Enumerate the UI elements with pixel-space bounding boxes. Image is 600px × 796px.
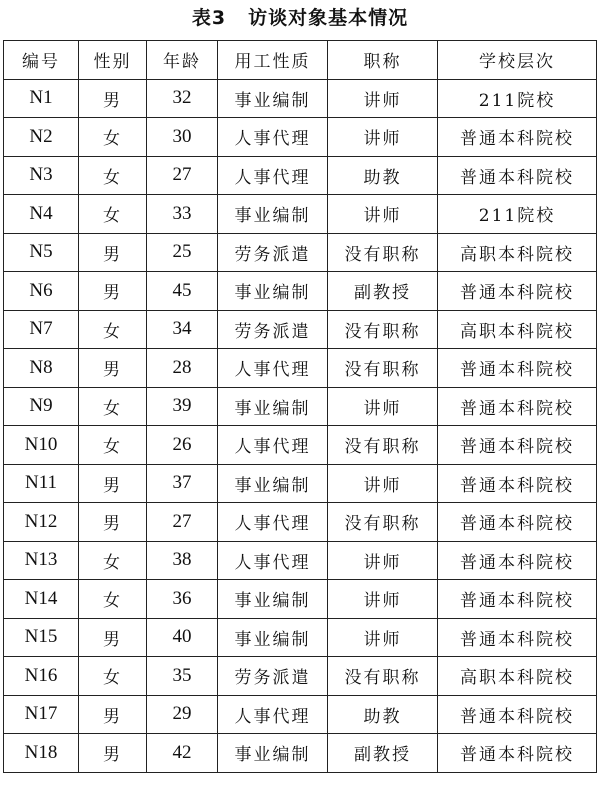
cell-gender: 男 <box>79 464 147 503</box>
cell-employment-type: 事业编制 <box>218 734 328 773</box>
cell-gender: 女 <box>79 580 147 619</box>
cell-school-level: 普通本科院校 <box>438 734 597 773</box>
cell-employment-type: 劳务派遣 <box>218 657 328 696</box>
cell-age: 27 <box>147 503 218 542</box>
header-id: 编号 <box>4 41 79 80</box>
cell-employment-type: 人事代理 <box>218 118 328 157</box>
table-row <box>4 464 597 503</box>
table-body <box>4 79 597 772</box>
cell-school-level: 普通本科院校 <box>438 426 597 465</box>
cell-id: N16 <box>4 657 79 696</box>
cell-gender: 男 <box>79 272 147 311</box>
cell-age: 26 <box>147 426 218 465</box>
cell-id: N1 <box>4 79 79 118</box>
cell-id: N4 <box>4 195 79 234</box>
cell-id: N2 <box>4 118 79 157</box>
table-row <box>4 118 597 157</box>
cell-gender: 女 <box>79 156 147 195</box>
cell-employment-type: 事业编制 <box>218 387 328 426</box>
table-row <box>4 195 597 234</box>
cell-id: N17 <box>4 695 79 734</box>
cell-id: N9 <box>4 387 79 426</box>
table-number: 表3 <box>191 7 227 29</box>
table-row <box>4 541 597 580</box>
cell-id: N11 <box>4 464 79 503</box>
cell-title: 讲师 <box>328 541 438 580</box>
cell-id: N12 <box>4 503 79 542</box>
cell-title: 副教授 <box>328 272 438 311</box>
cell-employment-type: 人事代理 <box>218 349 328 388</box>
cell-gender: 男 <box>79 349 147 388</box>
cell-age: 28 <box>147 349 218 388</box>
cell-age: 32 <box>147 79 218 118</box>
cell-id: N15 <box>4 618 79 657</box>
table-row <box>4 618 597 657</box>
cell-employment-type: 事业编制 <box>218 618 328 657</box>
cell-title: 讲师 <box>328 464 438 503</box>
cell-school-level: 高职本科院校 <box>438 233 597 272</box>
cell-age: 35 <box>147 657 218 696</box>
cell-gender: 男 <box>79 503 147 542</box>
table-row <box>4 233 597 272</box>
cell-id: N5 <box>4 233 79 272</box>
cell-school-level: 普通本科院校 <box>438 387 597 426</box>
table-caption <box>0 3 600 33</box>
cell-age: 25 <box>147 233 218 272</box>
cell-age: 39 <box>147 387 218 426</box>
cell-employment-type: 人事代理 <box>218 503 328 542</box>
header-row <box>4 41 597 80</box>
header-gender: 性别 <box>79 41 147 80</box>
header-title: 职称 <box>328 41 438 80</box>
cell-title: 助教 <box>328 156 438 195</box>
cell-gender: 男 <box>79 233 147 272</box>
cell-title: 讲师 <box>328 195 438 234</box>
table-row <box>4 156 597 195</box>
cell-school-level: 211院校 <box>438 79 597 118</box>
cell-age: 38 <box>147 541 218 580</box>
cell-title: 没有职称 <box>328 349 438 388</box>
cell-gender: 女 <box>79 310 147 349</box>
cell-id: N13 <box>4 541 79 580</box>
cell-school-level: 普通本科院校 <box>438 464 597 503</box>
cell-title: 没有职称 <box>328 426 438 465</box>
cell-school-level: 普通本科院校 <box>438 541 597 580</box>
cell-title: 讲师 <box>328 118 438 157</box>
cell-school-level: 高职本科院校 <box>438 310 597 349</box>
table-row <box>4 387 597 426</box>
cell-title: 副教授 <box>328 734 438 773</box>
cell-id: N7 <box>4 310 79 349</box>
cell-employment-type: 人事代理 <box>218 156 328 195</box>
cell-age: 27 <box>147 156 218 195</box>
cell-id: N3 <box>4 156 79 195</box>
cell-title: 讲师 <box>328 387 438 426</box>
cell-gender: 男 <box>79 79 147 118</box>
cell-school-level: 普通本科院校 <box>438 580 597 619</box>
cell-gender: 男 <box>79 734 147 773</box>
table-row <box>4 272 597 311</box>
header-school-level: 学校层次 <box>438 41 597 80</box>
cell-gender: 男 <box>79 695 147 734</box>
table-row <box>4 695 597 734</box>
cell-gender: 女 <box>79 118 147 157</box>
cell-employment-type: 人事代理 <box>218 426 328 465</box>
cell-employment-type: 事业编制 <box>218 272 328 311</box>
cell-age: 40 <box>147 618 218 657</box>
cell-age: 30 <box>147 118 218 157</box>
cell-title: 没有职称 <box>328 233 438 272</box>
cell-school-level: 普通本科院校 <box>438 618 597 657</box>
cell-title: 讲师 <box>328 580 438 619</box>
cell-school-level: 普通本科院校 <box>438 349 597 388</box>
cell-title: 没有职称 <box>328 310 438 349</box>
cell-age: 34 <box>147 310 218 349</box>
table-row <box>4 426 597 465</box>
cell-age: 36 <box>147 580 218 619</box>
cell-gender: 女 <box>79 387 147 426</box>
cell-employment-type: 人事代理 <box>218 695 328 734</box>
table-row <box>4 310 597 349</box>
cell-school-level: 高职本科院校 <box>438 657 597 696</box>
cell-school-level: 普通本科院校 <box>438 156 597 195</box>
cell-title: 没有职称 <box>328 657 438 696</box>
table-row <box>4 580 597 619</box>
cell-age: 42 <box>147 734 218 773</box>
cell-employment-type: 事业编制 <box>218 79 328 118</box>
cell-employment-type: 事业编制 <box>218 464 328 503</box>
cell-gender: 男 <box>79 618 147 657</box>
cell-employment-type: 事业编制 <box>218 195 328 234</box>
cell-age: 45 <box>147 272 218 311</box>
table-row <box>4 79 597 118</box>
cell-title: 没有职称 <box>328 503 438 542</box>
table-row <box>4 349 597 388</box>
cell-school-level: 普通本科院校 <box>438 695 597 734</box>
header-employment-type: 用工性质 <box>218 41 328 80</box>
cell-id: N18 <box>4 734 79 773</box>
cell-school-level: 普通本科院校 <box>438 118 597 157</box>
cell-employment-type: 劳务派遣 <box>218 233 328 272</box>
cell-employment-type: 人事代理 <box>218 541 328 580</box>
table-row <box>4 734 597 773</box>
cell-id: N8 <box>4 349 79 388</box>
table-row <box>4 657 597 696</box>
cell-gender: 女 <box>79 541 147 580</box>
cell-employment-type: 劳务派遣 <box>218 310 328 349</box>
cell-id: N6 <box>4 272 79 311</box>
cell-age: 37 <box>147 464 218 503</box>
cell-title: 讲师 <box>328 79 438 118</box>
cell-title: 助教 <box>328 695 438 734</box>
cell-school-level: 211院校 <box>438 195 597 234</box>
cell-gender: 女 <box>79 426 147 465</box>
cell-school-level: 普通本科院校 <box>438 503 597 542</box>
cell-gender: 女 <box>79 657 147 696</box>
cell-employment-type: 事业编制 <box>218 580 328 619</box>
cell-id: N10 <box>4 426 79 465</box>
interviewee-table <box>3 40 597 773</box>
table-row <box>4 503 597 542</box>
cell-school-level: 普通本科院校 <box>438 272 597 311</box>
header-age: 年龄 <box>147 41 218 80</box>
table-title: 访谈对象基本情况 <box>248 7 409 29</box>
cell-age: 33 <box>147 195 218 234</box>
cell-title: 讲师 <box>328 618 438 657</box>
cell-id: N14 <box>4 580 79 619</box>
cell-age: 29 <box>147 695 218 734</box>
cell-gender: 女 <box>79 195 147 234</box>
